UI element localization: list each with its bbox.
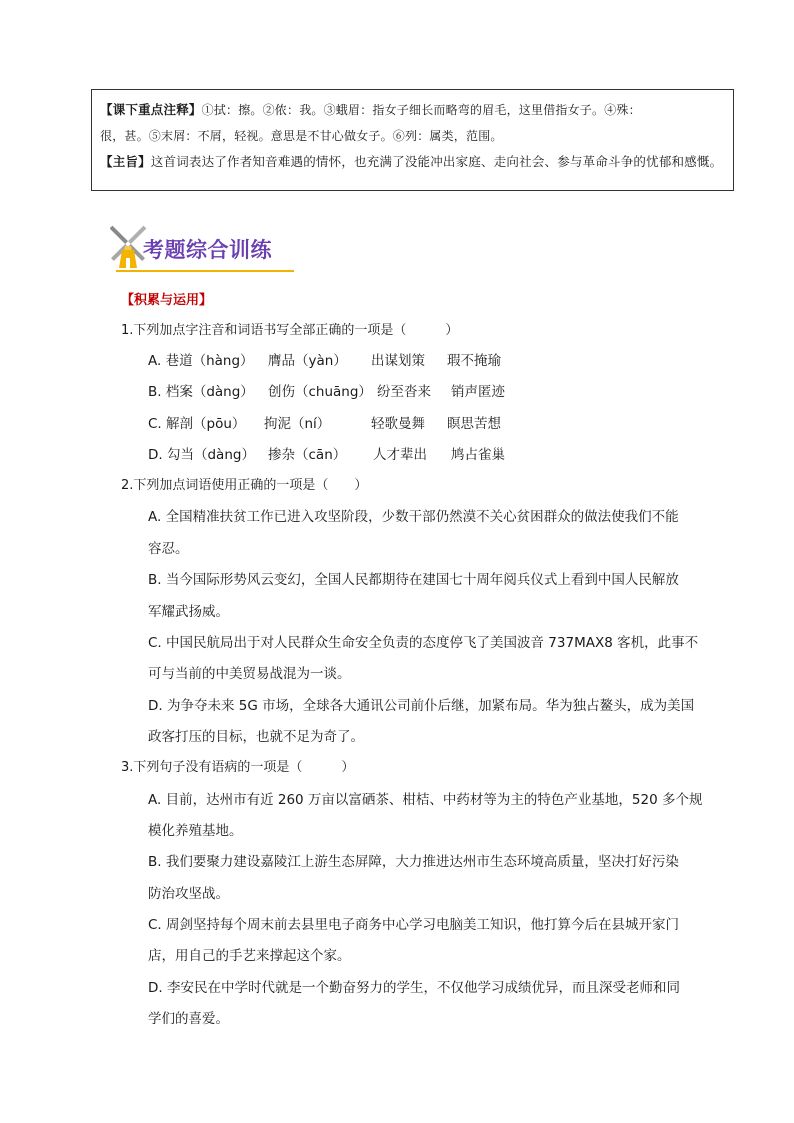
question-2-option-a: A. 全国精准扶贫工作已进入攻坚阶段，少数干部仍然漠不关心贫困群众的做法使我们不能 [148,509,679,525]
option-cell: 销声匿迹 [451,384,505,400]
option-cell: 轻歌曼舞 [371,416,425,432]
question-2-option-b: B. 当今国际形势风云变幻，全国人民都期待在建国七十周年阅兵仪式上看到中国人民解放 [148,572,679,588]
question-3-option-c: C. 周剑坚持每个周末前去县里电子商务中心学习电脑美工知识，他打算今后在县城开家门 [148,917,680,933]
option-cell: D. 勾当（dàng） [148,447,255,463]
option-cell: 瑕不掩瑜 [447,353,501,369]
key-notes-text-1: ①拭：擦。②侬：我。③蛾眉：指女子细长而略弯的眉毛，这里借指女子。④殊： [201,103,641,117]
question-2-option-a-cont: 容忍。 [148,541,189,557]
question-2-option-c-cont: 可与当前的中美贸易战混为一谈。 [148,666,351,682]
option-cell: C. 解剖（pōu） [148,416,246,432]
option-cell: 膺品（yàn） [268,353,347,369]
key-notes-line-1 [100,97,726,123]
option-cell: 掺杂（cān） [268,447,347,463]
question-3-stem: 3.下列句子没有语病的一项是（ ） [121,760,355,775]
notes-box [91,89,734,191]
question-2-option-b-cont: 军耀武扬威。 [148,604,229,620]
option-cell: 鸠占雀巢 [451,447,505,463]
key-notes-label: 【课下重点注释】 [100,102,202,117]
option-cell: 拘泥（ní） [264,416,331,432]
option-cell: 出谋划策 [371,353,425,369]
key-notes-text-2: 很，甚。⑤末屑：不屑，轻视。意思是不甘心做女子。⑥列：属类，范围。 [100,129,503,143]
question-3-option-b: B. 我们要聚力建设嘉陵江上游生态屏障，大力推进达州市生态环境高质量，坚决打好污染 [148,854,679,870]
question-3-option-d: D. 李安民在中学时代就是一个勤奋努力的学生，不仅他学习成绩优异，而且深受老师和同 [148,980,680,996]
theme-label: 【主旨】 [100,154,151,169]
section-underline [116,270,294,272]
option-cell: 创伤（chuāng） [268,384,372,400]
theme-line [100,149,726,174]
question-1-stem: 1.下列加点字注音和词语书写全部正确的一项是（ ） [121,323,459,338]
question-3-option-a-cont: 模化养殖基地。 [148,823,243,839]
question-3-option-d-cont: 学们的喜爱。 [148,1011,229,1027]
theme-text: 这首词表达了作者知音难遇的情怀，也充满了没能冲出家庭、走向社会、参与革命斗争的忧郁和感慨。 [150,154,723,169]
question-2-option-c: C. 中国民航局出于对人民群众生命安全负责的态度停飞了美国波音 737MAX8 客机，此事不 [148,635,699,651]
section-title: 考题综合训练 [143,238,272,262]
subheading: 【积累与运用】 [121,293,213,308]
section-header [110,220,300,276]
option-cell: 纷至沓来 [377,384,431,400]
option-cell: 瞑思苦想 [447,416,501,432]
option-cell: 人才辈出 [373,447,427,463]
question-3-option-b-cont: 防治攻坚战。 [148,886,229,902]
question-2-option-d: D. 为争夺未来 5G 市场，全球各大通讯公司前仆后继，加紧布局。华为独占鳌头，成为美国 [148,698,695,714]
question-3-option-a: A. 目前，达州市有近 260 万亩以富硒茶、柑桔、中药材等为主的特色产业基地，520 多个规 [148,792,703,808]
key-notes-line-2 [100,123,726,149]
option-cell: B. 档案（dàng） [148,384,254,400]
question-2-stem: 2.下列加点词语使用正确的一项是（ ） [121,478,368,493]
option-cell: A. 巷道（hàng） [148,353,254,369]
question-3-option-c-cont: 店，用自己的手艺来撑起这个家。 [148,948,351,964]
question-2-option-d-cont: 政客打压的目标，也就不足为奇了。 [148,729,364,745]
